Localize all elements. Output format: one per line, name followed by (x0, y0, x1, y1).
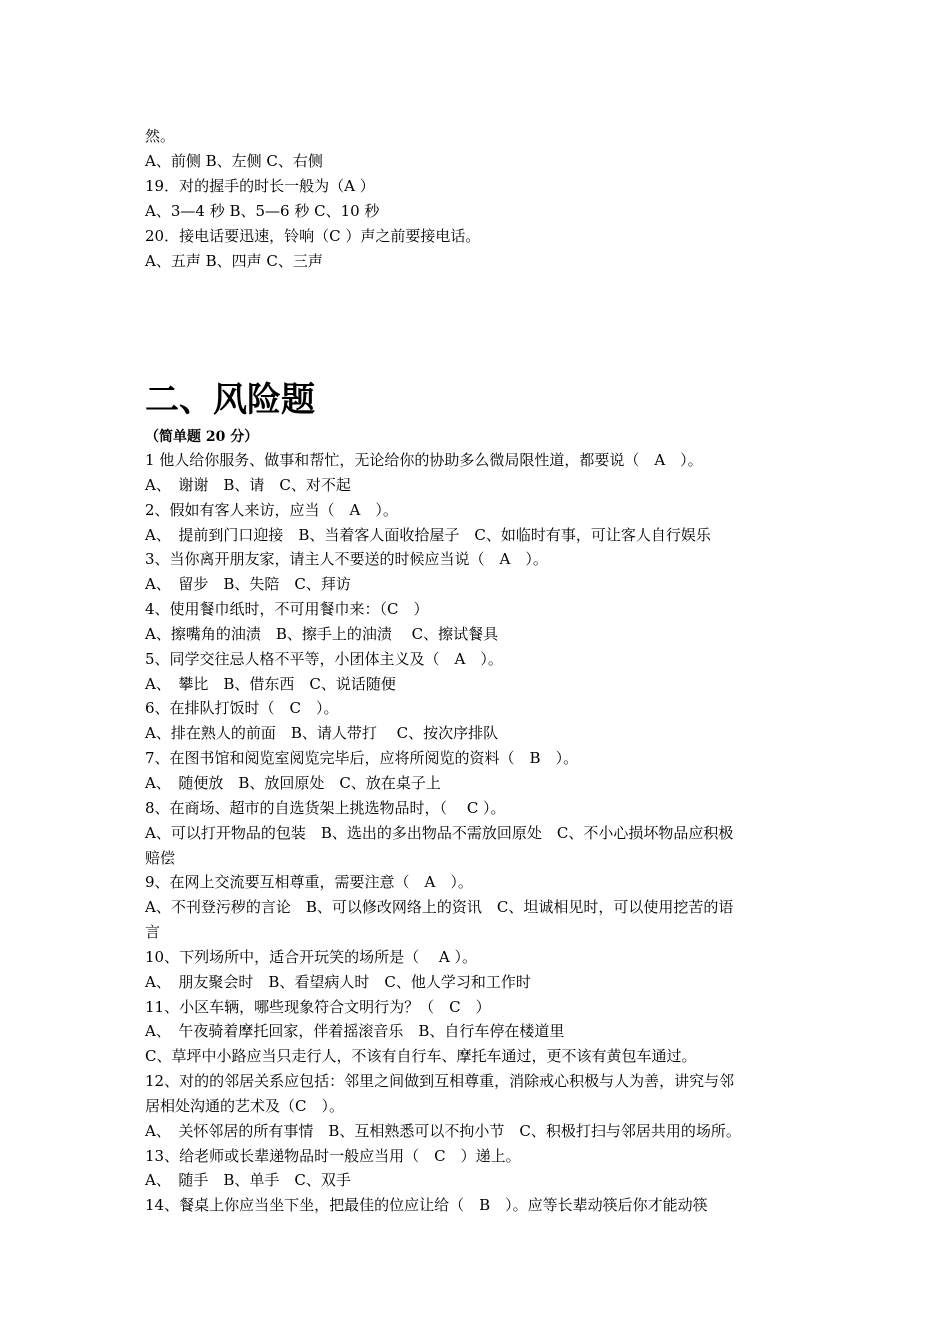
text-line: 8、在商场、超市的自选货架上挑选物品时，（ C ）。 (145, 798, 506, 817)
text-line: A、 提前到门口迎接 B、当着客人面收拾屋子 C、如临时有事，可让客人自行娱乐 (145, 525, 711, 544)
text-line: A、 随手 B、单手 C、双手 (145, 1171, 351, 1190)
text-line: A、 朋友聚会时 B、看望病人时 C、他人学习和工作时 (145, 972, 531, 991)
text-line: 3、当你离开朋友家，请主人不要送的时候应当说（ A ）。 (145, 550, 548, 569)
text-line: 7、在图书馆和阅览室阅览完毕后，应将所阅览的资料（ B ）。 (145, 749, 579, 768)
text-line: A、 谢谢 B、请 C、对不起 (145, 475, 351, 494)
text-line: 居相处沟通的艺术及（C ）。 (145, 1096, 344, 1115)
section-subtitle: （简单题 20 分） (145, 429, 259, 445)
question-list (145, 448, 815, 1218)
text-line: A、 午夜骑着摩托回家，伴着摇滚音乐 B、自行车停在楼道里 (145, 1022, 565, 1041)
text-line: A、擦嘴角的油渍 B、擦手上的油渍 C、擦试餐具 (145, 624, 499, 643)
text-line: 11、小区车辆，哪些现象符合文明行为？（ C ） (145, 997, 491, 1016)
previous-questions-block (145, 124, 815, 274)
text-line: 9、在网上交流要互相尊重，需要注意（ A ）。 (145, 873, 473, 892)
text-line: 5、同学交往忌人格不平等，小团体主义及（ A ）。 (145, 649, 503, 668)
text-line: C、草坪中小路应当只走行人，不该有自行车、摩托车通过，更不该有黄包车通过。 (145, 1047, 697, 1066)
text-line: A、不刊登污秽的言论 B、可以修改网络上的资讯 C、坦诚相见时，可以使用挖苦的语 (145, 898, 734, 917)
text-line: A、3—4 秒 B、5—6 秒 C、10 秒 (145, 202, 380, 220)
text-line: 13、给老师或长辈递物品时一般应当用（ C ）递上。 (145, 1146, 521, 1165)
text-line: 20．接电话要迅速，铃响（C ）声之前要接电话。 (145, 227, 481, 245)
text-line: 1 他人给你服务、做事和帮忙，无论给你的协助多么微局限性道，都要说（ A ）。 (145, 451, 703, 469)
text-line: A、前侧 B、左侧 C、右侧 (145, 152, 323, 170)
text-line: 14、餐桌上你应当坐下坐，把最佳的位应让给（ B ）。应等长辈动筷后你才能动筷 (145, 1196, 708, 1215)
text-line: A、排在熟人的前面 B、请人带打 C、按次序排队 (145, 724, 499, 743)
text-line: A、 攀比 B、借东西 C、说话随便 (145, 674, 396, 693)
text-line: 6、在排队打饭时（ C ）。 (145, 699, 339, 718)
text-line: A、 随便放 B、放回原处 C、放在桌子上 (145, 773, 441, 792)
text-line: 4、使用餐巾纸时，不可用餐巾来：（C ） (145, 600, 429, 619)
text-line: 12、对的的邻居关系应包括：邻里之间做到互相尊重，消除戒心积极与人为善，讲究与邻 (145, 1072, 735, 1091)
text-line: 言 (145, 923, 161, 942)
text-line: 然。 (145, 127, 176, 145)
text-line: 赔偿 (145, 848, 176, 867)
text-line: A、 关怀邻居的所有事情 B、互相熟悉可以不拘小节 C、积极打扫与邻居共用的场所。 (145, 1121, 741, 1140)
section-title: 二、风险题 (145, 380, 315, 420)
text-line: A、 留步 B、失陪 C、拜访 (145, 575, 351, 594)
text-line: 19．对的握手的时长一般为（A ） (145, 177, 375, 195)
text-line: 2、假如有客人来访，应当（ A ）。 (145, 500, 398, 519)
text-line: 10、下列场所中，适合开玩笑的场所是（ A ）。 (145, 947, 477, 966)
text-line: A、可以打开物品的包装 B、选出的多出物品不需放回原处 C、不小心损坏物品应积极 (145, 823, 734, 842)
text-line: A、五声 B、四声 C、三声 (145, 252, 323, 270)
